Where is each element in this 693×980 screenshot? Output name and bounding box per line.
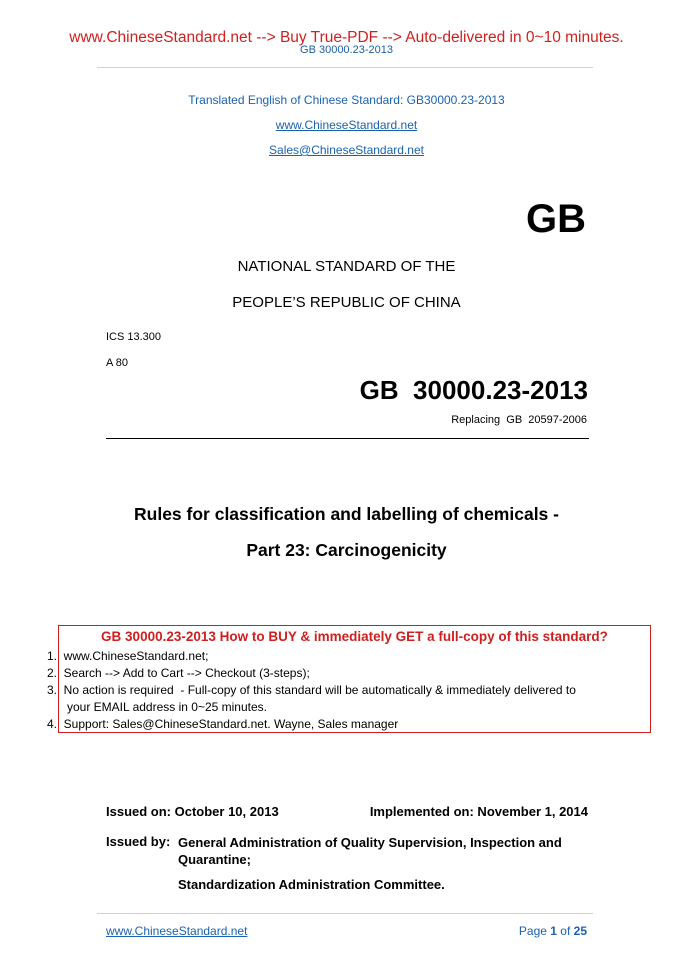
email-link[interactable]: Sales@ChineseStandard.net bbox=[269, 143, 424, 157]
document-title-line2: Part 23: Carcinogenicity bbox=[246, 540, 447, 560]
website-link[interactable]: www.ChineseStandard.net bbox=[275, 118, 418, 132]
replacing-note: Replacing GB 20597-2006 bbox=[451, 414, 587, 426]
page-current: 1 bbox=[550, 924, 557, 938]
implemented-date: Implemented on: November 1, 2014 bbox=[369, 804, 588, 819]
page-indicator bbox=[519, 924, 587, 938]
page-total: 25 bbox=[573, 924, 587, 938]
page-prefix: Page bbox=[518, 924, 551, 938]
promo-banner[interactable]: www.ChineseStandard.net --> Buy True-PDF --> Auto-delivered in 0~10 minutes. bbox=[69, 29, 624, 46]
issued-date: Issued on: October 10, 2013 bbox=[106, 804, 279, 819]
issued-by-authority-2: Standardization Administration Committee. bbox=[178, 877, 445, 892]
purchase-step: 2. Search --> Add to Cart --> Checkout (3-steps); bbox=[47, 666, 310, 680]
page-of: of bbox=[556, 924, 574, 938]
translated-note: Translated English of Chinese Standard: GB30000.23-2013 bbox=[188, 93, 505, 107]
national-standard-line2: PEOPLE’S REPUBLIC OF CHINA bbox=[232, 294, 461, 311]
footer-divider bbox=[97, 913, 593, 914]
ics-code: ICS 13.300 bbox=[106, 331, 162, 343]
document-title-line1: Rules for classification and labelling of chemicals - bbox=[134, 504, 559, 524]
issued-by-authority-1: General Administration of Quality Supervision, Inspection and Quarantine; bbox=[178, 835, 562, 867]
standard-number: GB 30000.23-2013 bbox=[359, 375, 588, 405]
issued-by-label: Issued by: bbox=[106, 834, 171, 849]
header-divider bbox=[97, 67, 593, 68]
national-standard-line1: NATIONAL STANDARD OF THE bbox=[237, 258, 456, 275]
footer-website-link[interactable]: www.ChineseStandard.net bbox=[106, 924, 248, 938]
purchase-step: 1. www.ChineseStandard.net; bbox=[47, 649, 209, 663]
purchase-step: your EMAIL address in 0~25 minutes. bbox=[47, 700, 267, 714]
ccs-code: A 80 bbox=[106, 357, 129, 369]
purchase-steps bbox=[47, 648, 576, 733]
gb-mark: GB bbox=[526, 197, 586, 241]
header-standard-code: GB 30000.23-2013 bbox=[300, 44, 393, 56]
purchase-info-box bbox=[47, 625, 651, 733]
purchase-step: 3. No action is required - Full-copy of this standard will be automatically & immediately delivered to bbox=[47, 683, 576, 697]
purchase-step: 4. Support: Sales@ChineseStandard.net. Wayne, Sales manager bbox=[47, 717, 399, 731]
title-divider bbox=[106, 438, 589, 439]
purchase-heading: GB 30000.23-2013 How to BUY & immediately GET a full-copy of this standard? bbox=[101, 629, 608, 644]
